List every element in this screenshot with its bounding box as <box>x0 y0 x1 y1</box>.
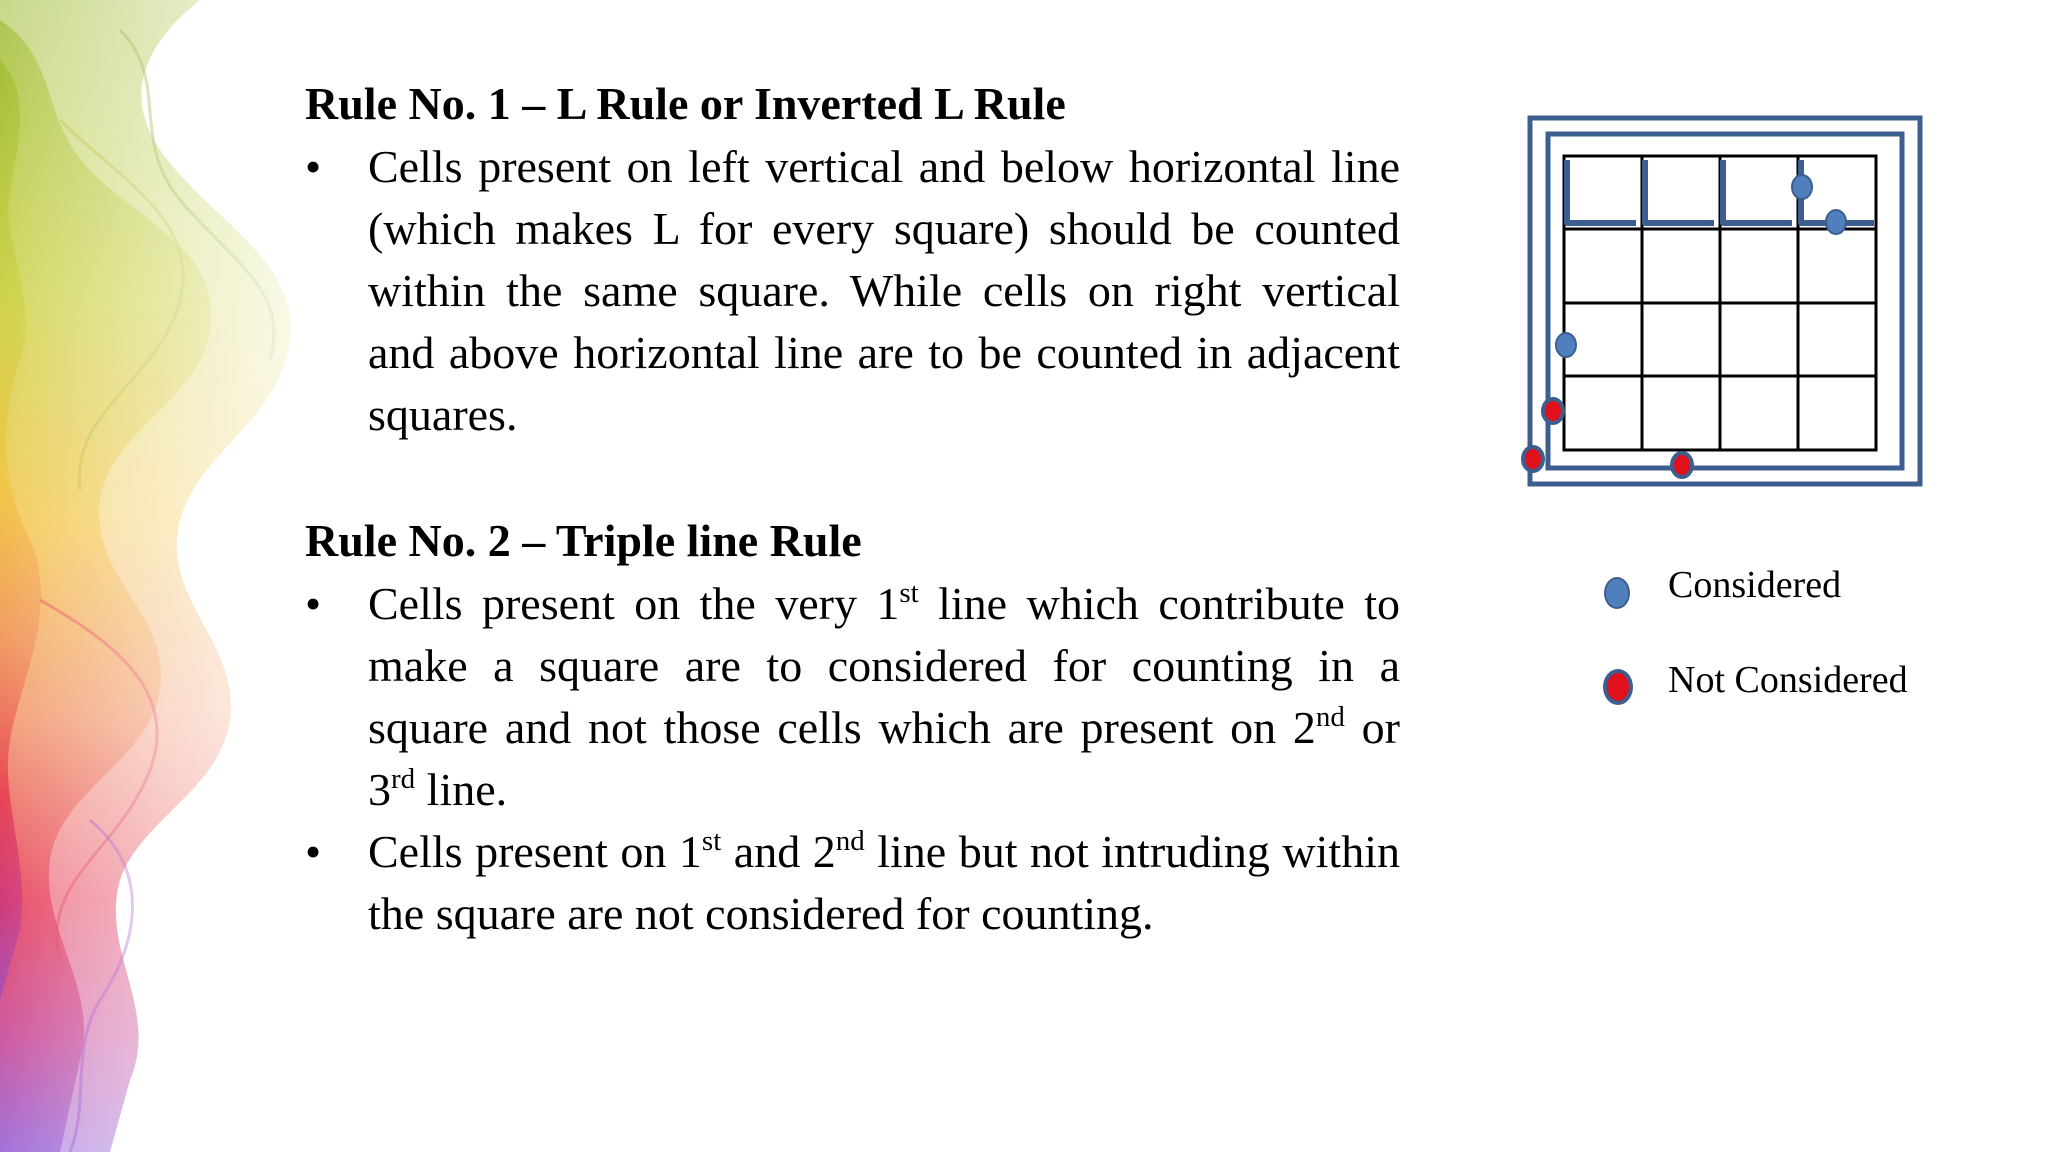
not-considered-legend-label: Not Considered <box>1668 659 1908 701</box>
not-considered-cell <box>1523 447 1543 471</box>
not-considered-legend-icon <box>1603 669 1633 705</box>
rule2-bullet-1-text: Cells present on the very 1st line which contribute to make a square are to considered for counting in a square and not those cells which are present on 2nd or 3rd line. <box>368 577 1400 815</box>
rule2-heading: Rule No. 2 – Triple line Rule <box>305 515 862 566</box>
rule2-bullet-1 <box>305 573 1400 821</box>
considered-legend-icon <box>1604 577 1630 609</box>
not-considered-cell <box>1672 453 1692 477</box>
smoke-decoration <box>0 0 340 1152</box>
rule2-bullet-2 <box>305 821 1400 945</box>
l-mark-3 <box>1723 160 1792 223</box>
bullet-dot: • <box>305 141 322 192</box>
rule1-bullet-text: Cells present on left vertical and below horizontal line (which makes L for every square) should be counted within the same square. While cells on right vertical and above horizontal line are to be counted in adjacent squares. <box>368 141 1400 440</box>
counting-grid-diagram <box>1510 110 1940 500</box>
rule1-heading: Rule No. 1 – L Rule or Inverted L Rule <box>305 78 1066 129</box>
rule1-bullet <box>305 136 1400 446</box>
l-mark-1 <box>1567 160 1636 223</box>
considered-legend-label: Considered <box>1668 564 1842 606</box>
bullet-dot: • <box>305 826 322 877</box>
rule2-bullet-2-text: Cells present on 1st and 2nd line but not intruding within the square are not considered for counting. <box>368 825 1400 939</box>
considered-cell <box>1826 210 1846 234</box>
bullet-dot: • <box>305 578 322 629</box>
l-mark-2 <box>1645 160 1714 223</box>
not-considered-cell <box>1543 399 1563 423</box>
considered-cell <box>1556 333 1576 357</box>
considered-cell <box>1792 175 1812 199</box>
